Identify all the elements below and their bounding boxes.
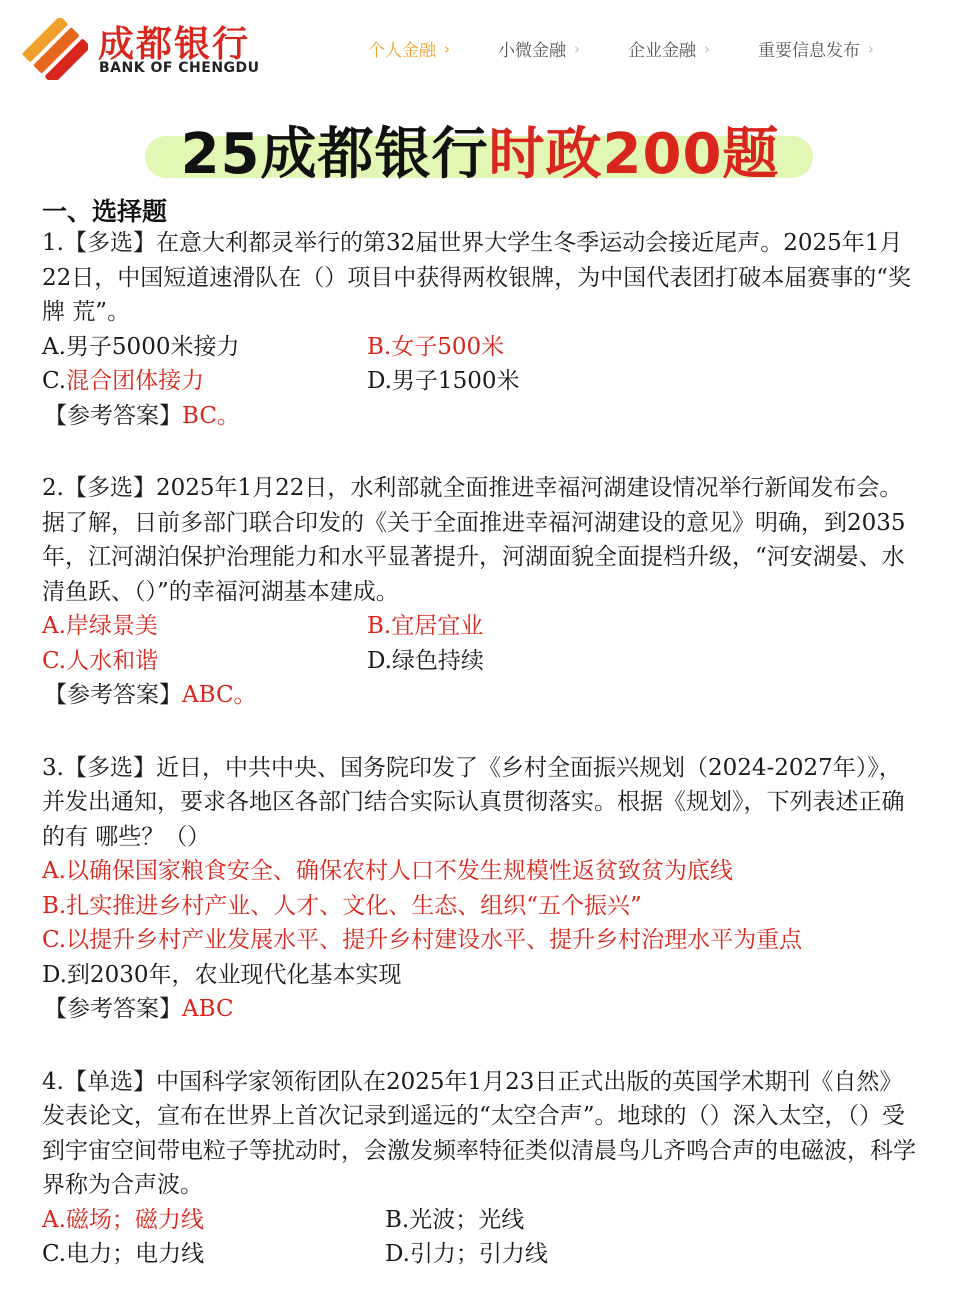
option-c: C.电力；电力线 bbox=[42, 1241, 205, 1267]
nav-item-personal[interactable] bbox=[368, 36, 450, 61]
option-c: C.以提升乡村产业发展水平、提升乡村建设水平、提升乡村治理水平为重点 bbox=[42, 927, 803, 953]
chevron-right-icon: › bbox=[704, 39, 710, 58]
answer-value: ABC。 bbox=[182, 682, 257, 708]
answer-value: BC。 bbox=[182, 402, 240, 429]
question-stem: 2.【多选】2025年1月22日，水利部就全面推进幸福河湖建设情况举行新闻发布会。据了解，日前多部门联合印发的《关于全面推进幸福河湖建设的意见》明确，到2035年，江河湖泊保护治理能力和水平显著提升，河湖面貌全面提档升级，“河安湖晏、水清鱼跃、（）”的幸福河湖基本建成。 bbox=[42, 475, 906, 605]
options-row bbox=[42, 364, 922, 399]
section-title: 一、选择题 bbox=[42, 197, 168, 226]
options-row bbox=[42, 1203, 922, 1238]
nav-item-small-business[interactable] bbox=[498, 36, 580, 61]
page-title-block bbox=[0, 106, 960, 186]
answer-line bbox=[44, 399, 922, 434]
answer-line bbox=[44, 678, 922, 713]
option-d: D.引力；引力线 bbox=[385, 1241, 548, 1267]
option-a: A.男子5000米接力 bbox=[42, 333, 240, 360]
options-row bbox=[42, 1237, 922, 1272]
option-c-text: 混合团体接力 bbox=[66, 368, 205, 394]
question-stem: 1.【多选】在意大利都灵举行的第32届世界大学生冬季运动会接近尾声。2025年1月22日，中国短道速滑队在（）项目中获得两枚银牌，为中国代表团打破本届赛事的“奖牌 荒”。 bbox=[42, 230, 912, 325]
question-stem: 4.【单选】中国科学家领衔团队在2025年1月23日正式出版的英国学术期刊《自然》发表论文，宣布在世界上首次记录到遥远的“太空合声”。地球的（）深入太空，（）受到宇宙空间带电粒子等扰动时，会激发频率特征类似清晨鸟儿齐鸣合声的电磁波，科学界称为合声波。 bbox=[42, 1068, 916, 1198]
question-2 bbox=[42, 471, 922, 713]
option-a: A.以确保国家粮食安全、确保农村人口不发生规模性返贫致贫为底线 bbox=[42, 858, 733, 884]
chevron-right-icon: › bbox=[574, 39, 580, 58]
question-list bbox=[42, 226, 922, 1310]
option-a: A.岸绿景美 bbox=[42, 613, 158, 639]
options-row bbox=[42, 609, 922, 644]
bank-name-cn: 成都银行 bbox=[98, 24, 251, 65]
question-stem: 3.【多选】近日，中共中央、国务院印发了《乡村全面振兴规划（2024-2027年）》，并发出通知，要求各地区各部门结合实际认真贯彻落实。根据《规划》，下列表述正确的有 哪些？（） bbox=[42, 754, 905, 850]
site-header bbox=[0, 0, 960, 100]
page-title bbox=[0, 110, 960, 190]
option-d: D.到2030年，农业现代化基本实现 bbox=[42, 961, 402, 988]
option-c: C.混合团体接力 bbox=[42, 368, 205, 394]
option-b: B.女子500米 bbox=[367, 333, 505, 360]
options-row bbox=[42, 644, 922, 679]
bank-logo[interactable] bbox=[22, 14, 282, 84]
answer-value: ABC bbox=[182, 996, 234, 1022]
nav-item-label: 个人金融 bbox=[368, 41, 436, 61]
answer-label: 【参考答案】 bbox=[44, 996, 182, 1022]
options-row bbox=[42, 330, 922, 365]
chevron-right-icon: › bbox=[444, 39, 450, 58]
nav-item-label: 企业金融 bbox=[628, 41, 696, 61]
option-d: D.男子1500米 bbox=[367, 368, 520, 394]
nav-item-announcements[interactable] bbox=[758, 36, 874, 61]
option-b: B.扎实推进乡村产业、人才、文化、生态、组织“五个振兴” bbox=[42, 892, 642, 919]
question-3 bbox=[42, 751, 922, 1027]
question-4 bbox=[42, 1065, 922, 1272]
option-b: B.宜居宜业 bbox=[367, 613, 484, 639]
main-nav bbox=[368, 36, 874, 61]
chevron-right-icon: › bbox=[868, 39, 874, 58]
bank-logo-mark-icon bbox=[22, 18, 88, 80]
answer-label: 【参考答案】 bbox=[44, 402, 182, 429]
answer-label: 【参考答案】 bbox=[44, 682, 182, 708]
nav-item-label: 重要信息发布 bbox=[758, 41, 860, 61]
option-b: B.光波；光线 bbox=[385, 1206, 525, 1233]
option-a: A.磁场；磁力线 bbox=[42, 1206, 204, 1233]
nav-item-label: 小微金融 bbox=[498, 41, 566, 61]
option-c: C.人水和谐 bbox=[42, 647, 159, 674]
question-1 bbox=[42, 226, 922, 433]
bank-name-en: BANK OF CHENGDU bbox=[99, 60, 260, 76]
option-d: D.绿色持续 bbox=[367, 647, 484, 674]
answer-line bbox=[44, 992, 922, 1027]
page-title-part2: 时政200题 bbox=[488, 122, 780, 187]
page-title-part1: 25成都银行 bbox=[180, 122, 489, 187]
nav-item-corporate[interactable] bbox=[628, 36, 710, 61]
